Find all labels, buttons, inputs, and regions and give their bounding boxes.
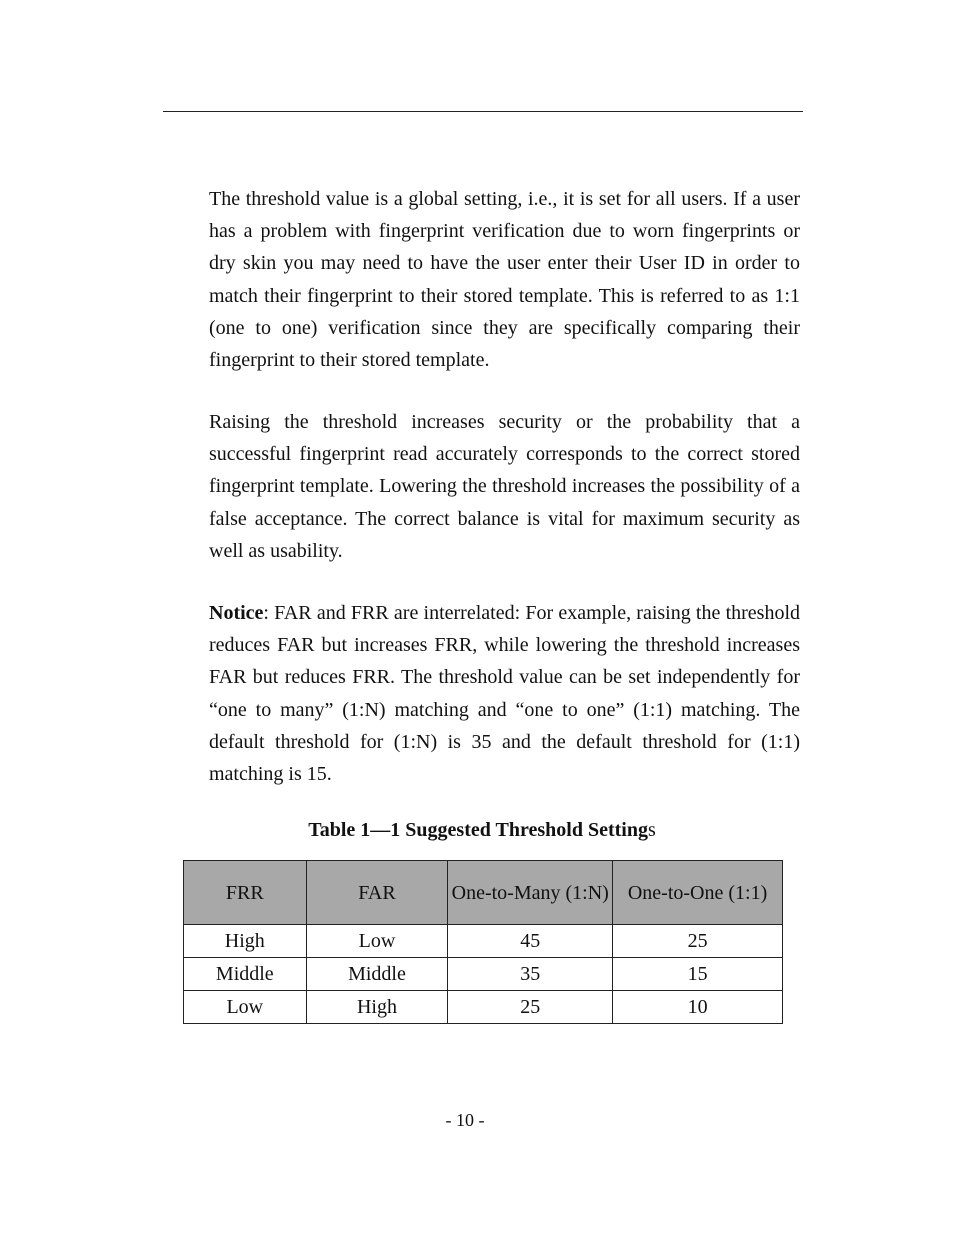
paragraph-notice (209, 597, 800, 790)
page-number: - 10 - (445, 1110, 485, 1130)
cell-one-to-many: 45 (448, 925, 613, 958)
cell-one-to-many: 35 (448, 958, 613, 991)
cell-far: Low (306, 925, 448, 958)
cell-frr: High (184, 925, 307, 958)
table-row (184, 925, 783, 958)
table-header-row (184, 861, 783, 925)
cell-one-to-one: 15 (613, 958, 783, 991)
cell-frr: Middle (184, 958, 307, 991)
cell-one-to-one: 10 (613, 991, 783, 1024)
header-one-to-one: One-to-One (1:1) (613, 861, 783, 925)
cell-frr: Low (184, 991, 307, 1024)
cell-far: High (306, 991, 448, 1024)
threshold-table (183, 860, 783, 1024)
paragraph-raising-threshold: Raising the threshold increases security or the probability that a successful fingerprint read accurately corresponds to the correct stored fingerprint template. Lowering the threshold increases the possibility of a false acceptance. The correct balance is vital for maximum security as well as usability. (209, 411, 800, 562)
cell-one-to-many: 25 (448, 991, 613, 1024)
table-caption-title: Table 1—1 Suggested Threshold Setting (308, 819, 648, 841)
cell-far: Middle (306, 958, 448, 991)
table-row (184, 991, 783, 1024)
header-frr: FRR (184, 861, 307, 925)
notice-text: : FAR and FRR are interrelated: For example, raising the threshold reduces FAR but increases FRR, while lowering the threshold increases FAR but reduces FRR. The threshold value can be set independently for “one to many” (1:N) matching and “one to one” (1:1) matching. The default threshold for (1:N) is 35 and the default threshold for (1:1) matching is 15. (209, 602, 800, 786)
table-caption-tail: s (647, 819, 656, 841)
paragraph-threshold-global: The threshold value is a global setting, i.e., it is set for all users. If a user has a problem with fingerprint verification due to worn fingerprints or dry skin you may need to have the user enter their User ID in order to match their fingerprint to their stored template. This is referred to as 1:1 (one to one) verification since they are specifically comparing their fingerprint to their stored template. (209, 188, 800, 372)
notice-label: Notice (209, 602, 264, 624)
header-far: FAR (306, 861, 448, 925)
header-rule (163, 111, 803, 112)
table-caption (0, 816, 954, 844)
header-one-to-many: One-to-Many (1:N) (448, 861, 613, 925)
cell-one-to-one: 25 (613, 925, 783, 958)
table-row (184, 958, 783, 991)
